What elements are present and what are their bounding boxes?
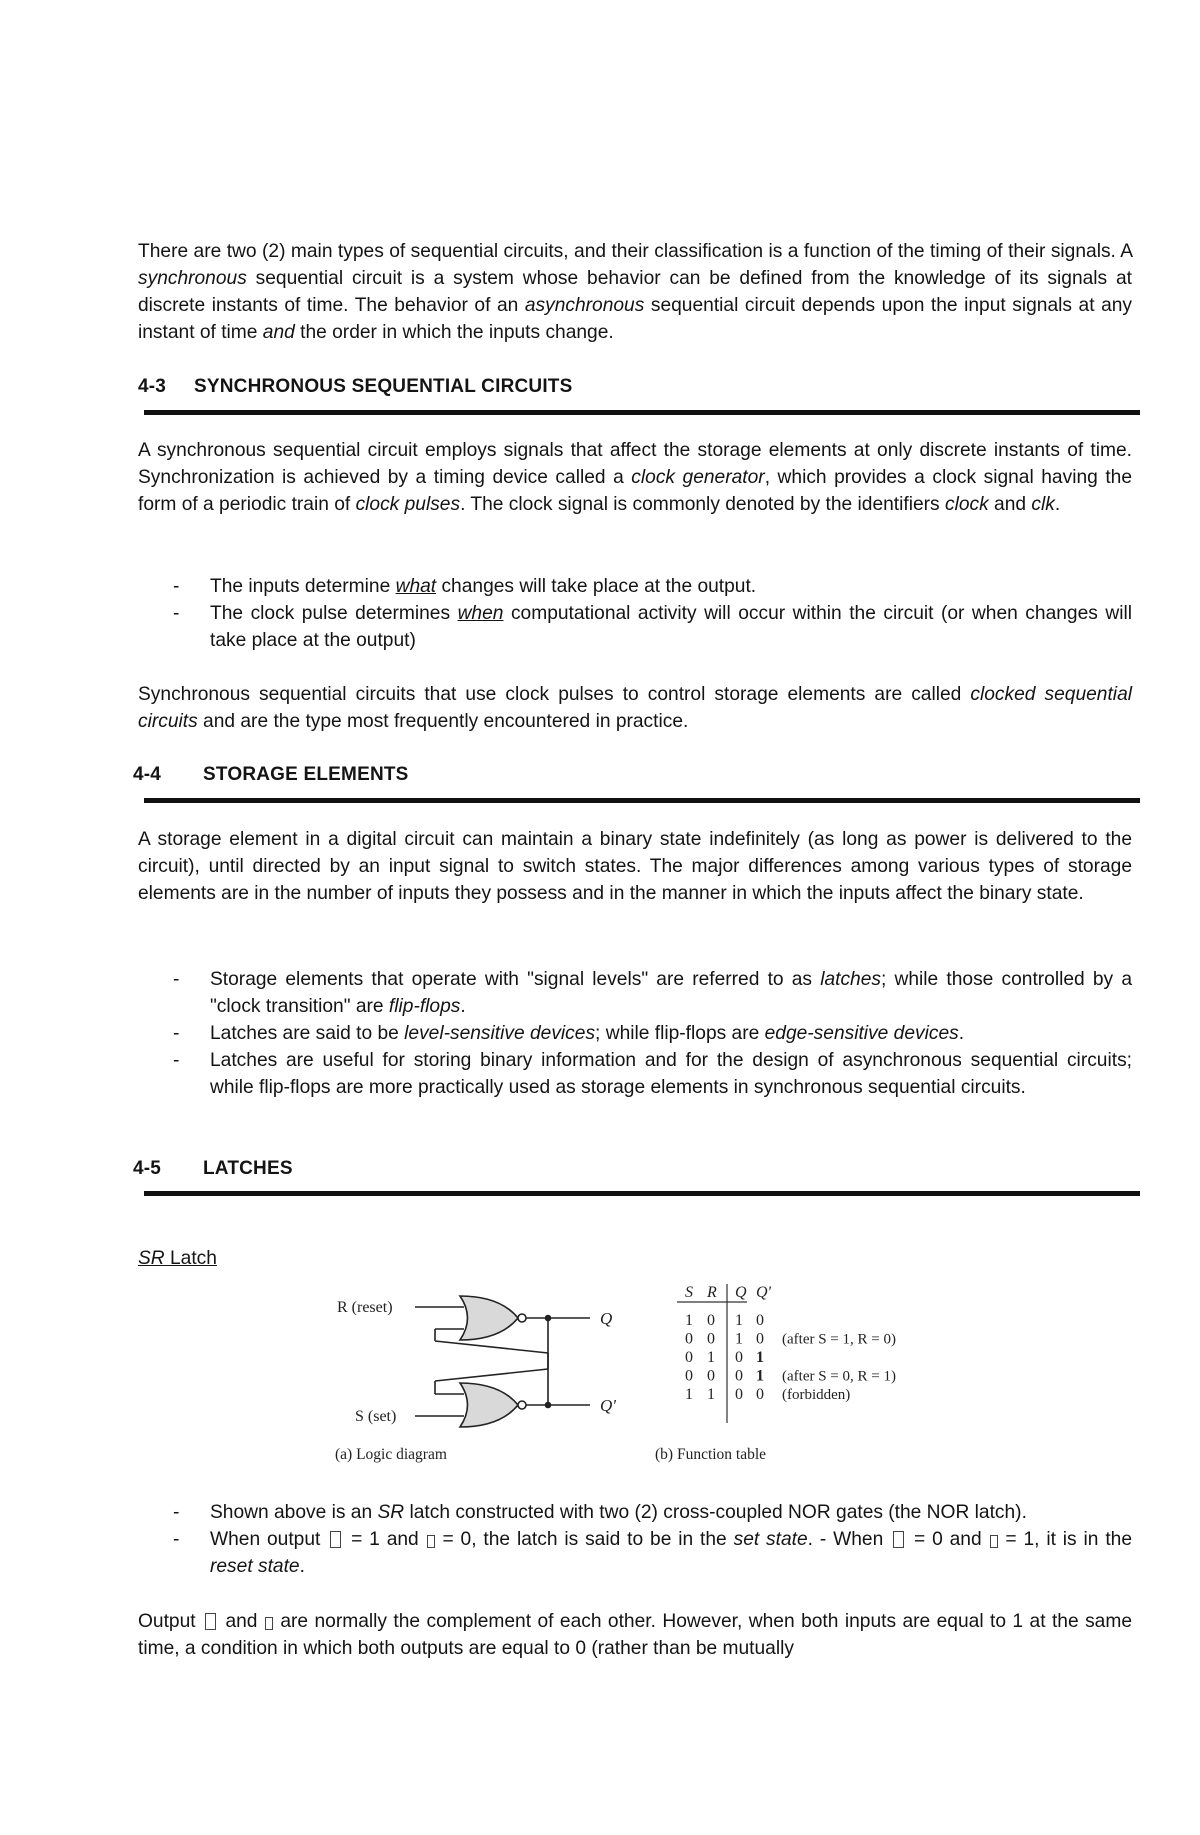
text: . <box>958 1023 965 1044</box>
table-cell: 1 <box>756 1367 764 1385</box>
table-cell: 1 <box>735 1330 743 1348</box>
intro-em-synchronous: synchronous <box>138 268 247 289</box>
text: The clock pulse determines <box>210 603 458 624</box>
text: Synchronous sequential circuits that use clock pulses to control storage elements are called <box>138 684 971 705</box>
text: = 1, it is in the <box>998 1529 1133 1550</box>
missing-glyph-box <box>205 1613 216 1630</box>
text: Latch <box>164 1248 217 1269</box>
text: Storage elements that operate with "signal levels" are referred to as <box>210 969 821 990</box>
sec43-paragraph-2 <box>138 681 1132 735</box>
table-header-cell: R <box>707 1284 717 1301</box>
table-cell: 0 <box>707 1367 715 1385</box>
intro-text-2: sequential circuit is a system whose behavior can be defined from the knowledge of its signals at discrete instants of time. The behavior of an <box>138 268 1132 316</box>
logic-diagram <box>415 1296 590 1427</box>
table-cell: 0 <box>685 1330 693 1348</box>
sr-latch-subtitle <box>138 1248 217 1270</box>
em-clock-pulses: clock pulses <box>355 494 461 515</box>
nor-bubble-upper <box>518 1314 526 1322</box>
text: . <box>299 1556 305 1577</box>
em-sr: SR <box>138 1248 165 1269</box>
list-item: - Latches are said to be level-sensitive devices; while flip-flops are edge-sensitive devices. <box>173 1023 965 1044</box>
text: = 0 and <box>907 1529 989 1550</box>
logic-diagram-caption: (a) Logic diagram <box>335 1446 447 1463</box>
text: ; while flip-flops are <box>595 1023 765 1044</box>
text: and are the type most frequently encountered in practice. <box>197 711 689 732</box>
text: are normally the complement of each other. However, when both inputs are equal to 1 at the same time, a condition in which both outputs are equal to 0 (rather than be mutually <box>138 1611 1132 1659</box>
reset-input-label: R (reset) <box>337 1299 393 1316</box>
set-input-label: S (set) <box>355 1408 397 1425</box>
section-number: 4-5 <box>133 1158 162 1179</box>
missing-glyph-box <box>265 1617 273 1630</box>
missing-glyph-box <box>427 1535 435 1548</box>
missing-glyph-box <box>330 1531 341 1548</box>
list-item: - Latches are useful for storing binary information and for the design of asynchronous sequential circuits; while flip-flops are more practically used as storage elements in synchronous sequential circuits. <box>173 1050 1132 1098</box>
list-item: - Shown above is an SR latch constructed with two (2) cross-coupled NOR gates (the NOR latch). <box>173 1502 1027 1523</box>
underlined-when: when <box>457 603 504 624</box>
section-title: SYNCHRONOUS SEQUENTIAL CIRCUITS <box>194 376 573 397</box>
table-cell: 0 <box>735 1386 743 1403</box>
q-output-label: Q <box>600 1309 613 1328</box>
text: A synchronous sequential circuit employs signals that affect the storage elements at only discrete instants of time. Synchronization is achieved by a timing device called a <box>138 440 1132 488</box>
em-clocked-sequential-circuits: clocked sequential circuits <box>138 684 1133 732</box>
intro-paragraph <box>138 238 1132 346</box>
table-cell: 0 <box>756 1312 764 1329</box>
table-cell: 0 <box>735 1349 743 1366</box>
list-item: - The clock pulse determines when computational activity will occur within the circuit (or when changes will take place at the output) <box>173 603 1132 651</box>
latch-bullet-list <box>138 1499 1132 1580</box>
em-sr: SR <box>377 1502 405 1523</box>
text: latch constructed with two (2) cross-coupled NOR gates (the NOR latch). <box>404 1502 1027 1523</box>
table-header-cell: Q <box>735 1284 747 1301</box>
table-cell: 0 <box>756 1386 764 1403</box>
text: Latches are said to be <box>210 1023 405 1044</box>
em-level-sensitive: level-sensitive devices <box>404 1023 596 1044</box>
text: . <box>460 996 466 1017</box>
em-reset-state: reset state <box>210 1556 300 1577</box>
section-heading-4-3 <box>138 376 573 398</box>
table-cell: 0 <box>735 1367 743 1385</box>
em-clock: clock <box>944 494 989 515</box>
section-rule <box>144 410 1140 415</box>
em-edge-sensitive: edge-sensitive devices <box>764 1023 959 1044</box>
em-set-state: set state <box>733 1529 808 1550</box>
section-heading-4-4 <box>133 764 409 786</box>
section-title: LATCHES <box>203 1158 293 1179</box>
sec44-paragraph-1: A storage element in a digital circuit can maintain a binary state indefinitely (as long as power is delivered to the circuit), until directed by an input signal to switch states. The major differences among various types of storage elements are in the number of inputs they possess and in the manner in which the inputs affect the binary state. <box>138 829 1132 904</box>
latch-paragraph <box>138 1608 1132 1662</box>
text: changes will take place at the output. <box>436 576 757 597</box>
table-header-cell: Q' <box>756 1284 771 1301</box>
em-clk: clk <box>1031 494 1055 515</box>
qbar-output-label: Q' <box>600 1396 616 1415</box>
sr-latch-figure-svg <box>335 1273 940 1473</box>
table-cell: 0 <box>707 1312 715 1329</box>
text: and <box>988 494 1032 515</box>
table-note: (after S = 0, R = 1) <box>782 1368 896 1385</box>
em-clock-generator: clock generator <box>631 467 765 488</box>
sr-latch-figure <box>335 1273 940 1473</box>
text: Latches are useful for storing binary information and for the design of asynchronous sequential circuits; while flip-flops are more practically used as storage elements in synchronous sequential circuits. <box>210 1050 1132 1098</box>
text: and <box>219 1611 264 1632</box>
section-rule <box>144 1191 1140 1196</box>
section-heading-4-5 <box>133 1158 293 1180</box>
section-title: STORAGE ELEMENTS <box>203 764 409 785</box>
section-number: 4-3 <box>138 376 167 397</box>
sec44-bullet-list <box>138 966 1132 1101</box>
intro-text-3: sequential circuit depends upon the input signals at any instant of time <box>138 295 1133 343</box>
sec43-bullet-list <box>138 573 1132 654</box>
table-cell: 0 <box>756 1330 764 1348</box>
text: computational activity will occur within the circuit (or when changes will take place at the output) <box>210 603 1132 651</box>
table-cell: 1 <box>735 1312 743 1329</box>
nor-gate-lower <box>460 1383 518 1427</box>
text: Output <box>138 1611 203 1632</box>
text: The inputs determine <box>210 576 396 597</box>
sec43-paragraph-1 <box>138 437 1132 518</box>
section-number: 4-4 <box>133 764 162 785</box>
function-table <box>677 1284 896 1423</box>
table-header-cell: S <box>685 1284 693 1301</box>
nor-gate-upper <box>460 1296 518 1340</box>
intro-text-4: the order in which the inputs change. <box>294 322 614 343</box>
table-cell: 1 <box>756 1349 764 1366</box>
em-flip-flops: flip-flops <box>388 996 461 1017</box>
table-note: (forbidden) <box>782 1387 851 1403</box>
text: . The clock signal is commonly denoted by the identifiers <box>460 494 945 515</box>
table-cell: 1 <box>707 1349 715 1366</box>
section-rule <box>144 798 1140 803</box>
missing-glyph-box <box>893 1531 904 1548</box>
intro-em-and: and <box>262 322 295 343</box>
table-cell: 0 <box>685 1367 693 1385</box>
table-cell: 0 <box>685 1349 693 1366</box>
text: Shown above is an <box>210 1502 378 1523</box>
text: = 0, the latch is said to be in the <box>435 1529 734 1550</box>
text: , which provides a clock signal having the form of a periodic train of <box>138 467 1132 515</box>
table-cell: 1 <box>685 1386 693 1403</box>
table-cell: 1 <box>685 1312 693 1329</box>
table-cell: 0 <box>707 1330 715 1348</box>
nor-bubble-lower <box>518 1401 526 1409</box>
intro-em-asynchronous: asynchronous <box>524 295 645 316</box>
list-item: - Storage elements that operate with "signal levels" are referred to as latches; while those controlled by a "clock transition" are flip-flops. <box>173 969 1132 1017</box>
table-note: (after S = 1, R = 0) <box>782 1331 896 1348</box>
function-table-caption: (b) Function table <box>655 1446 767 1463</box>
list-item: - The inputs determine what changes will take place at the output. <box>173 576 757 597</box>
text: ; while those controlled by a "clock transition" are <box>210 969 1132 1017</box>
text: When output <box>210 1529 328 1550</box>
intro-text-1: There are two (2) main types of sequential circuits, and their classification is a function of the timing of their signals. A <box>138 241 1132 262</box>
underlined-what: what <box>395 576 437 597</box>
text: = 1 and <box>344 1529 426 1550</box>
table-cell: 1 <box>707 1386 715 1403</box>
missing-glyph-box <box>990 1535 998 1548</box>
list-item: - When output = 1 and = 0, the latch is said to be in the set state. - When = 0 and = 1, it is in the reset state. <box>173 1529 1133 1577</box>
em-latches: latches <box>820 969 881 990</box>
text: . <box>1054 494 1061 515</box>
text: . - When <box>807 1529 891 1550</box>
